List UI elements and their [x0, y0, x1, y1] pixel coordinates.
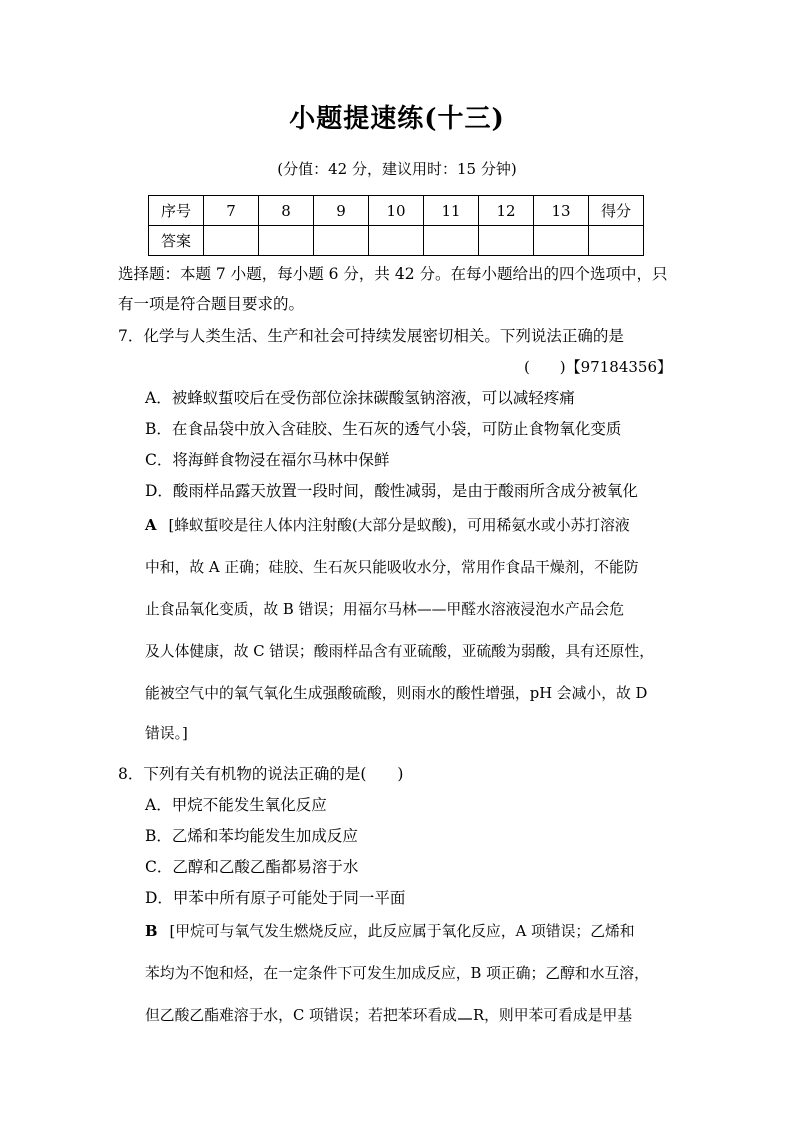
- page-subtitle: (分值：42 分，建议用时：15 分钟): [277, 160, 517, 178]
- instructions-line: 有一项是符合题目要求的。: [118, 295, 305, 313]
- bond-line-icon: [457, 1011, 473, 1021]
- answer-cell[interactable]: [314, 226, 369, 256]
- explanation-line: 及人体健康，故 C 错误；酸雨样品含有亚硫酸，亚硫酸为弱酸，具有还原性，: [145, 643, 655, 660]
- explanation-line: B [甲烷可与氧气发生燃烧反应，此反应属于氧化反应，A 项错误；乙烯和: [145, 923, 635, 940]
- answer-letter: A: [145, 517, 157, 534]
- answer-cell[interactable]: [424, 226, 479, 256]
- option-d: D．酸雨样品露天放置一段时间，酸性减弱，是由于酸雨所含成分被氧化: [145, 482, 638, 500]
- table-number-cell: 9: [314, 196, 369, 226]
- option-d: D．甲苯中所有原子可能处于同一平面: [145, 889, 406, 907]
- explanation-line: 错误。]: [145, 725, 188, 742]
- answer-cell[interactable]: [534, 226, 589, 256]
- table-row: [149, 196, 644, 226]
- option-b: B．在食品袋中放入含硅胶、生石灰的透气小袋，可防止食物氧化变质: [145, 420, 622, 438]
- option-b: B．乙烯和苯均能发生加成反应: [145, 827, 358, 845]
- explanation-line: A [蜂蚁蜇咬是往人体内注射酸(大部分是蚁酸)，可用稀氨水或小苏打溶液: [145, 517, 630, 534]
- answer-cell[interactable]: [369, 226, 424, 256]
- page-title: 小题提速练(十三): [289, 104, 505, 134]
- explanation-line: 中和，故 A 正确；硅胶、生石灰只能吸收水分，常用作食品干燥剂，不能防: [145, 559, 639, 576]
- option-c: C．乙醇和乙酸乙酯都易溶于水: [145, 858, 359, 876]
- explanation-line: 止食品氧化变质，故 B 错误；用福尔马林——甲醛水溶液浸泡水产品会危: [145, 601, 624, 618]
- question-stem: 7．化学与人类生活、生产和社会可持续发展密切相关。下列说法正确的是: [118, 327, 624, 345]
- table-header-cell: 序号: [149, 196, 204, 226]
- explanation-line: 但乙酸乙酯难溶于水，C 项错误；若把苯环看成 R，则甲苯可看成是甲基: [145, 1007, 633, 1024]
- answer-letter: B: [145, 923, 158, 940]
- answer-cell[interactable]: [259, 226, 314, 256]
- option-a: A．被蜂蚁蜇咬后在受伤部位涂抹碳酸氢钠溶液，可以减轻疼痛: [145, 389, 575, 407]
- table-number-cell: 12: [479, 196, 534, 226]
- instructions-line: 选择题：本题 7 小题，每小题 6 分，共 42 分。在每小题给出的四个选项中，只: [118, 265, 668, 283]
- option-c: C．将海鲜食物浸在福尔马林中保鲜: [145, 451, 390, 469]
- answer-cell[interactable]: [479, 226, 534, 256]
- table-number-cell: 8: [259, 196, 314, 226]
- table-row: [149, 226, 644, 256]
- option-a: A．甲烷不能发生氧化反应: [145, 796, 327, 814]
- explanation-line: 苯均为不饱和烃，在一定条件下可发生加成反应，B 项正确；乙醇和水互溶，: [145, 965, 649, 982]
- table-score-cell: 得分: [589, 196, 644, 226]
- table-number-cell: 10: [369, 196, 424, 226]
- question-bracket: ( )【97184356】: [523, 358, 672, 376]
- table-number-cell: 11: [424, 196, 479, 226]
- table-header-cell: 答案: [149, 226, 204, 256]
- answer-table: [148, 195, 644, 256]
- table-number-cell: 7: [204, 196, 259, 226]
- question-stem: 8．下列有关有机物的说法正确的是( ): [118, 765, 404, 783]
- table-number-cell: 13: [534, 196, 589, 226]
- explanation-line: 能被空气中的氧气氧化生成强酸硫酸，则雨水的酸性增强，pH 会减小，故 D: [145, 685, 648, 702]
- answer-cell[interactable]: [589, 226, 644, 256]
- answer-cell[interactable]: [204, 226, 259, 256]
